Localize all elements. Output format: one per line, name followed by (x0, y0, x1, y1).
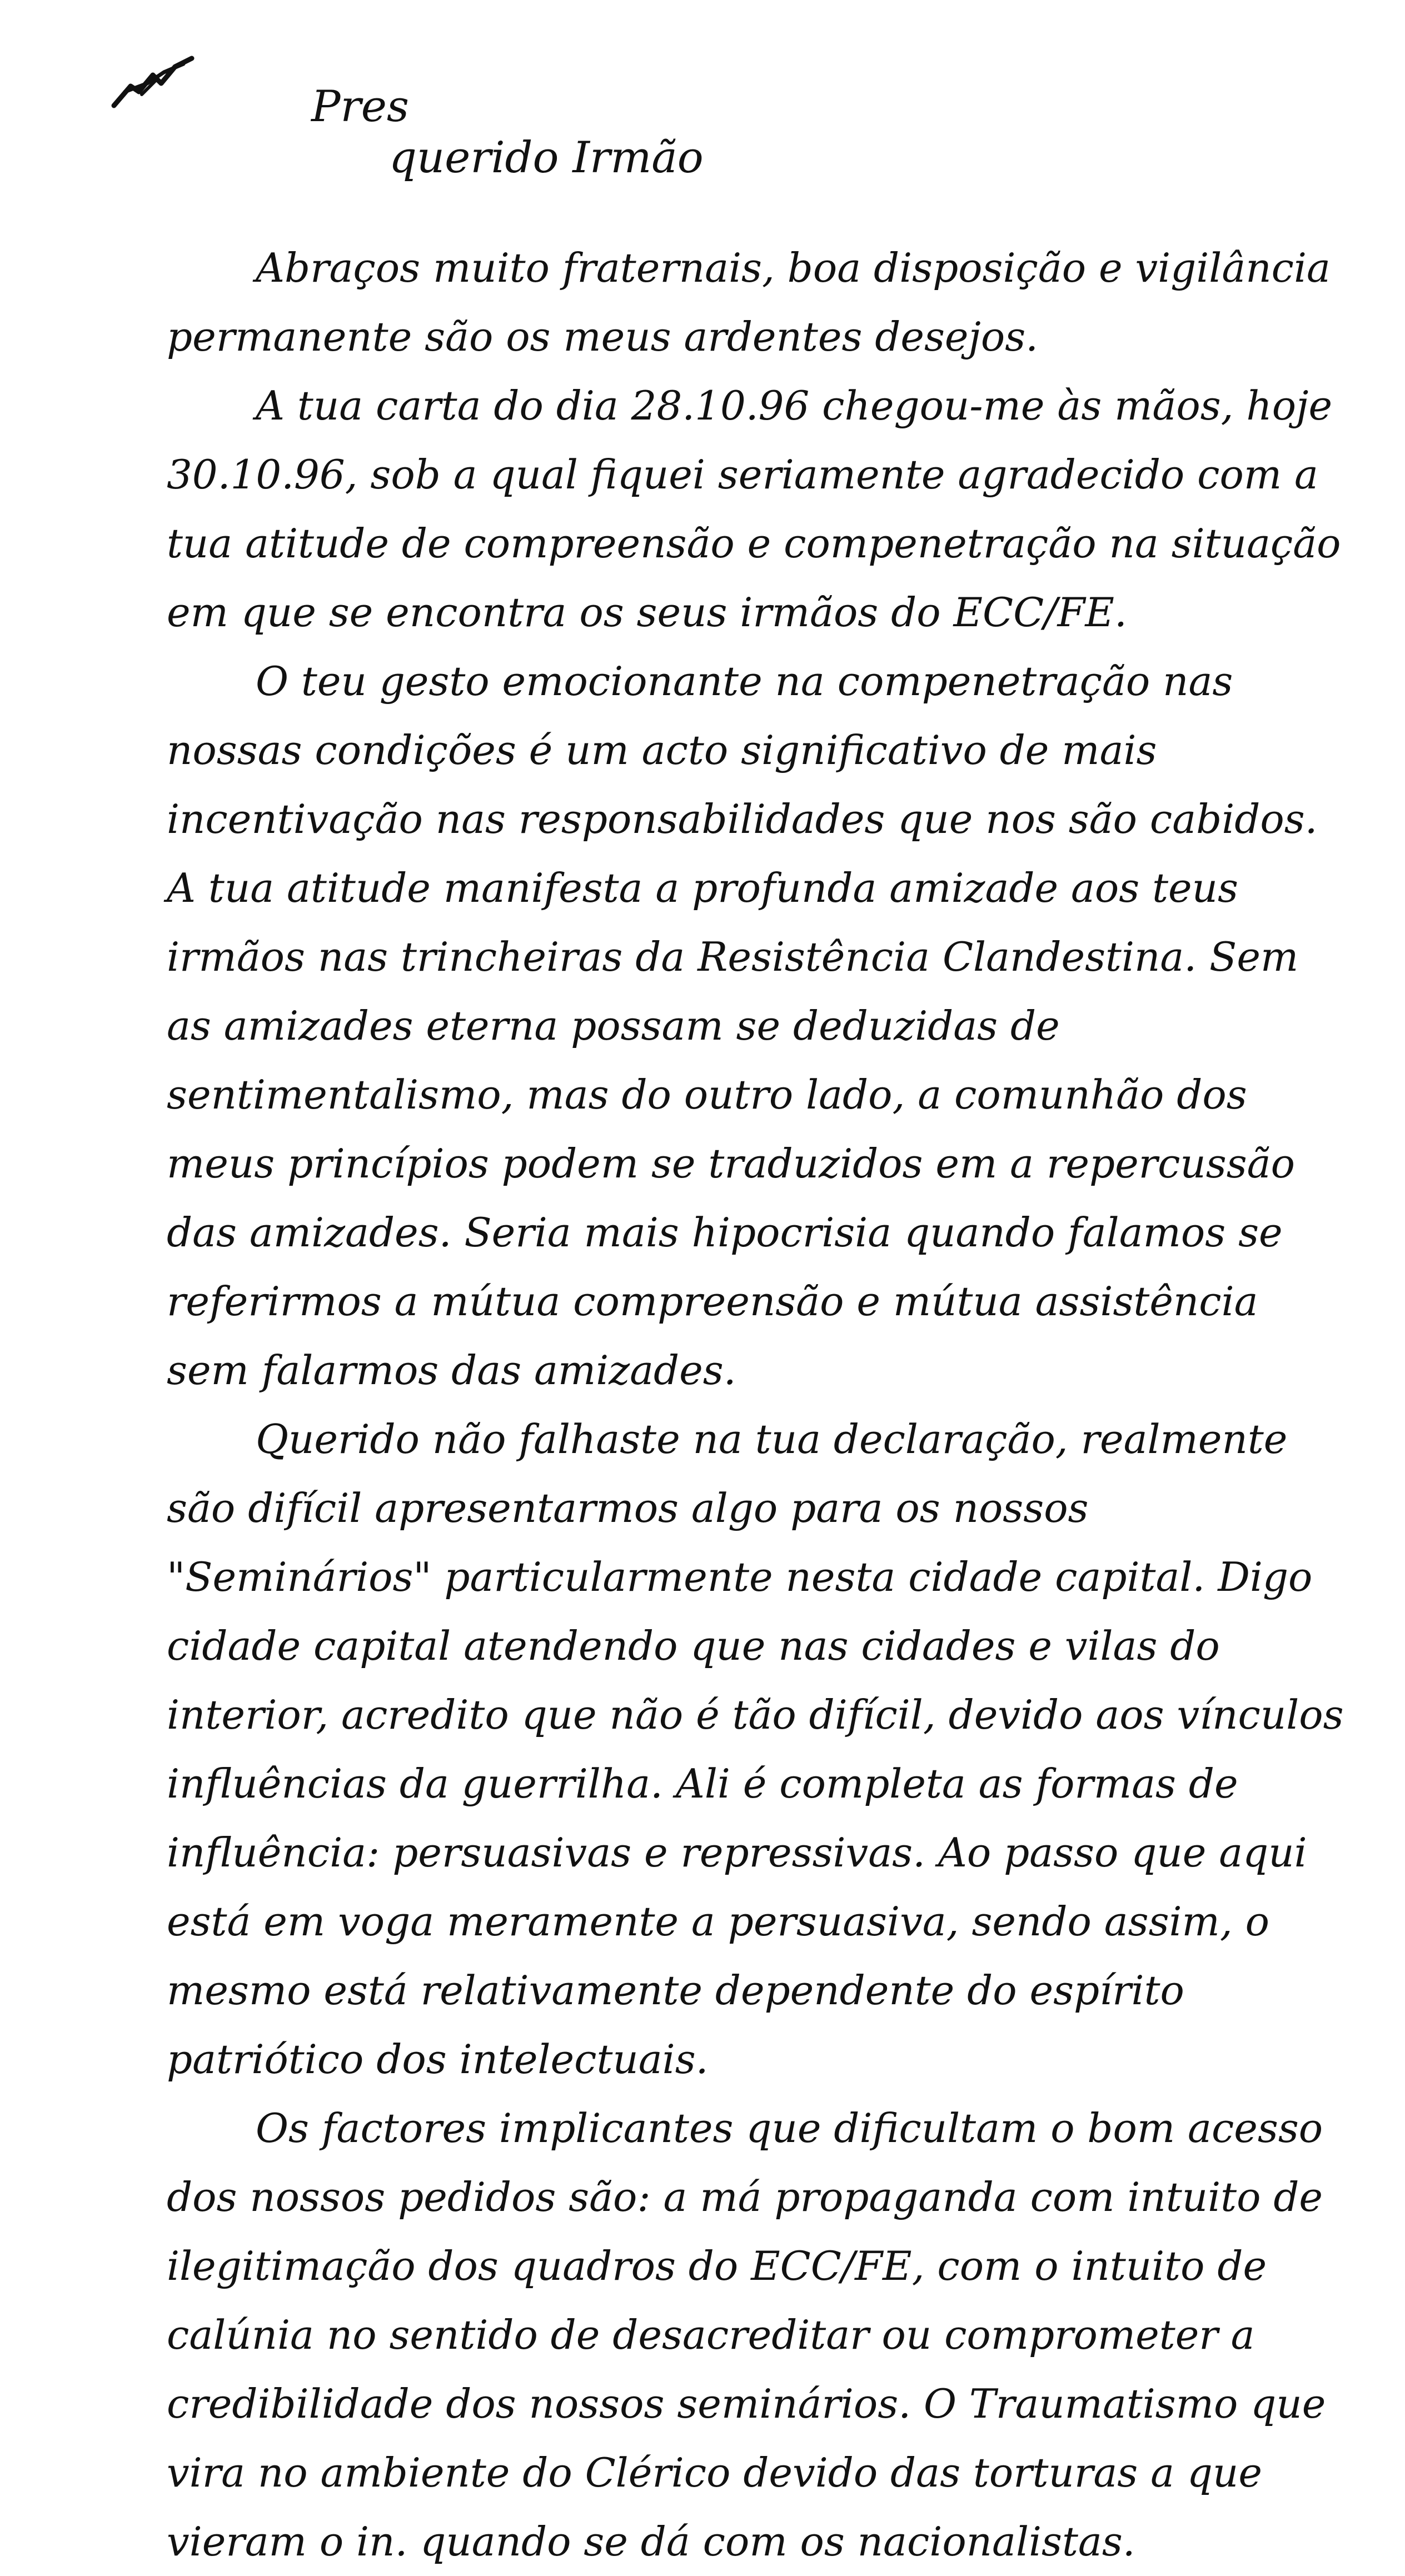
ink-scribble-icon (108, 53, 197, 114)
salutation (311, 83, 704, 182)
letter-body (167, 233, 1345, 2576)
paragraph-1: Abraços muito fraternais, boa disposição e vigilância permanente são os meus ardentes desejos. (167, 244, 1331, 360)
paragraph-2: A tua carta do dia 28.10.96 chegou-me às mãos, hoje 30.10.96, sob a qual fiquei seriamente agradecido com a tua atitude de compreensão e compenetração na situação em que se encontra os seus irmãos do ECC/FE. (167, 382, 1341, 636)
paragraph-3: O teu gesto emocionante na compenetração nas nossas condições é um acto significativo de mais incentivação nas responsabilidades que nos são cabidos. A tua atitude manifesta a profunda amizade aos teus irmãos nas trincheiras da Resistência Clandestina. Sem as amizades eterna possam se deduzidas de sentimentalismo, mas do outro lado, a comunhão dos meus princípios podem se traduzidos em a repercussão das amizades. Seria mais hipocrisia quando falamos se referirmos a mútua compreensão e mútua assistência sem falarmos das amizades. (167, 658, 1318, 1394)
salutation-line-1: Pres (311, 82, 409, 132)
paragraph-4: Querido não falhaste na tua declaração, realmente são difícil apresentarmos algo para os nossos "Seminários" particularmente nesta cidade capital. Digo cidade capital atendendo que nas cidades e vilas do interior, acredito que não é tão difícil, devido aos vínculos influências da guerrilha. Ali é completa as formas de influência: persuasivas e repressivas. Ao passo que aqui está em voga meramente a persuasiva, sendo assim, o mesmo está relativamente dependente do espírito patriótico dos intelectuais. (167, 1416, 1344, 2083)
paragraph-5: Os factores implicantes que dificultam o bom acesso dos nossos pedidos são: a má propaganda com intuito de ilegitimação dos quadros do ECC/FE, com o intuito de calúnia no sentido de desacreditar ou comprometer a credibilidade dos nossos seminários. O Traumatismo que vira no ambiente do Clérico devido das torturas a que vieram o in. quando se dá com os nacionalistas. (167, 2105, 1326, 2565)
salutation-line-2: querido Irmão (389, 132, 704, 183)
